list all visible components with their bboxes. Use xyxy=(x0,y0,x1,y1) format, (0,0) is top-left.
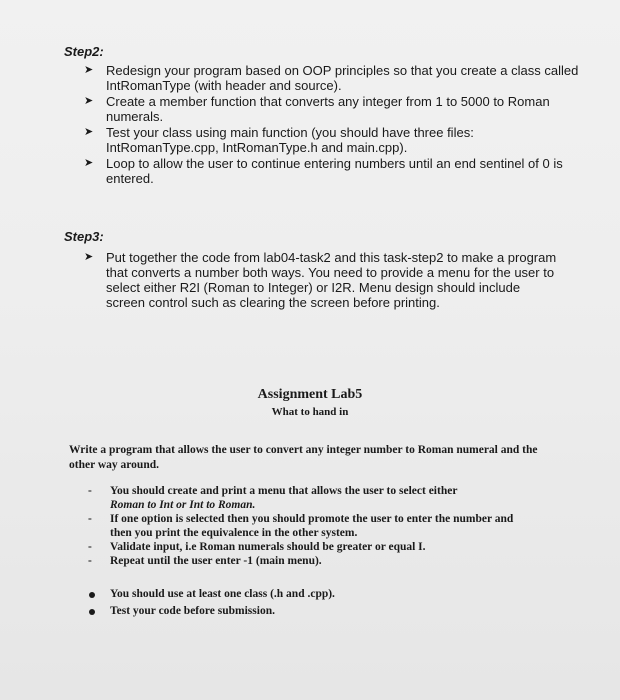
dash-bullet-icon: - xyxy=(88,485,92,497)
dash-bullet-icon: - xyxy=(88,513,92,525)
arrow-bullet-icon: ➤ xyxy=(84,95,94,107)
requirements-dot-list xyxy=(88,586,518,620)
arrow-bullet-icon: ➤ xyxy=(84,126,94,138)
step2-item: ➤ Test your class using main function (you should have three files: IntRomanType.cpp, IntRomanType.h and main.cpp). xyxy=(84,125,474,155)
requirements-dash-list xyxy=(88,484,518,568)
dot-bullet-icon xyxy=(89,609,95,615)
step3-heading: Step3: xyxy=(64,229,104,244)
step3-item: ➤ Put together the code from lab04-task2 and this task-step2 to make a program that converts a number both ways. You need to provide a menu for the user to select either R2I (Roman to Integer) or I2R. Menu design should include screen control such as clearing the screen before printing. xyxy=(84,250,557,310)
requirement-item: - Repeat until the user enter -1 (main menu). xyxy=(88,555,322,567)
step2-heading: Step2: xyxy=(64,44,104,59)
step2-item: ➤ Redesign your program based on OOP principles so that you create a class called IntRomanType (with header and source). xyxy=(84,63,579,93)
menu-options-text: Roman to Int or Int to Roman. xyxy=(110,499,256,511)
assignment-subtitle: What to hand in xyxy=(271,406,349,418)
step3-bullet-list xyxy=(82,250,562,311)
arrow-bullet-icon: ➤ xyxy=(84,251,94,263)
requirement-dot-item: You should use at least one class (.h and .cpp). xyxy=(88,586,518,603)
assignment-intro: Write a program that allows the user to convert any integer number to Roman numeral and the other way around. xyxy=(69,444,538,471)
requirement-item: - Validate input, i.e Roman numerals should be greater or equal I. xyxy=(88,541,426,553)
dash-bullet-icon: - xyxy=(88,541,92,553)
requirement-item: - If one option is selected then you should promote the user to enter the number and then you print the equivalence in the other system. xyxy=(88,513,514,539)
requirement-dot-item: Test your code before submission. xyxy=(88,603,518,620)
step2-item: ➤ Create a member function that converts any integer from 1 to 5000 to Roman numerals. xyxy=(84,94,550,124)
step2-bullet-list xyxy=(82,63,582,187)
arrow-bullet-icon: ➤ xyxy=(84,64,94,76)
step2-item: ➤ Loop to allow the user to continue entering numbers until an end sentinel of 0 is entered. xyxy=(84,156,563,186)
assignment-title: Assignment Lab5 xyxy=(257,387,363,402)
requirement-item: - You should create and print a menu that allows the user to select either Roman to Int or Int to Roman. xyxy=(88,485,458,511)
arrow-bullet-icon: ➤ xyxy=(84,157,94,169)
dash-bullet-icon: - xyxy=(88,555,92,567)
dot-bullet-icon xyxy=(89,592,95,598)
